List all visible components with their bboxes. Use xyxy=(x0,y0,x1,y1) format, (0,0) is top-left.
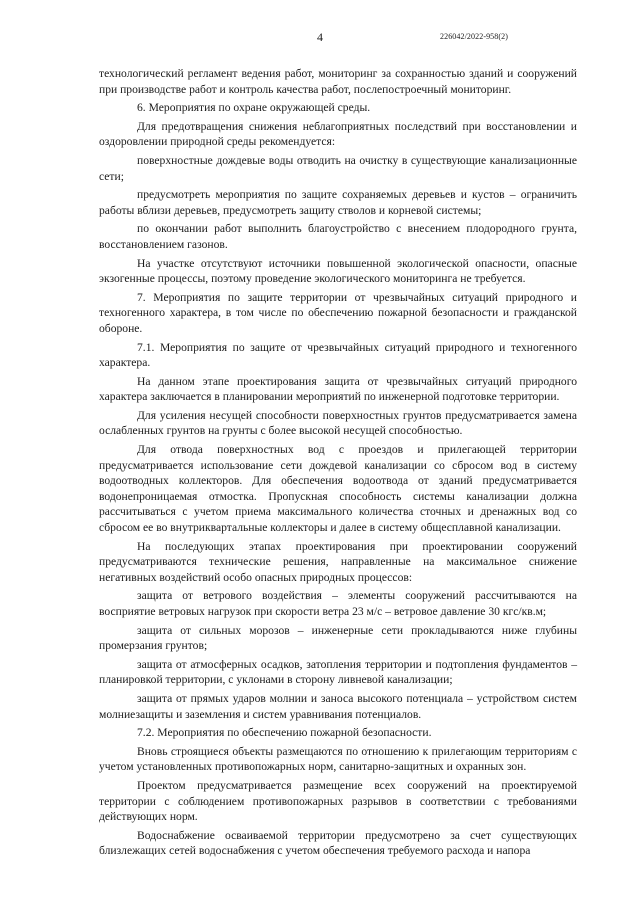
list-item-trees: предусмотреть мероприятия по защите сохраняемых деревьев и кустов – ограничить работы вблизи деревьев, предусмотреть защиту стволов и корневой системы; xyxy=(99,188,577,217)
list-item-landscaping: по окончании работ выполнить благоустройство с внесением плодородного грунта, восстановлением газонов. xyxy=(99,222,577,251)
document-reference: 226042/2022-958(2) xyxy=(440,32,509,41)
section-7-heading: 7. Мероприятия по защите территории от чрезвычайных ситуаций природного и техногенного характера, в том числе по обеспечению пожарной безопасности и гражданской обороне. xyxy=(99,290,577,335)
paragraph-water-supply: Водоснабжение осваиваемой территории предусмотрено за счет существующих близлежащих сетей водоснабжения с учетом обеспечения требуемого расхода и напора xyxy=(99,828,577,858)
paragraph-fire-gaps: Проектом предусматривается размещение всех сооружений на проектируемой территории с соблюдением противопожарных разрывов в соответствии с требованиями действующих норм. xyxy=(99,778,577,824)
paragraph-1: технологический регламент ведения работ, мониторинг за сохранностью зданий и сооружений при производстве работ и контроль качества работ, послепостроечный мониторинг. xyxy=(99,67,577,96)
list-item-wind: защита от ветрового воздействия – элементы сооружений рассчитываются на восприятие ветровых нагрузок при скорости ветра 23 м/с – ветровое давление 30 кгс/кв.м; xyxy=(99,589,577,618)
section-7-1-heading: 7.1. Мероприятия по защите от чрезвычайных ситуаций природного и техногенного характера. xyxy=(99,340,577,370)
paragraph-natural-protection: На данном этапе проектирования защита от чрезвычайных ситуаций природного характера заключается в планировании мероприятий по инженерной подготовке территории. xyxy=(99,374,577,404)
list-item-frost: защита от сильных морозов – инженерные сети прокладываются ниже глубины промерзания грунтов; xyxy=(99,623,577,653)
paragraph-soil: Для усиления несущей способности поверхностных грунтов предусматривается замена ослабленных грунтов на грунты с более высокой несущей способностью. xyxy=(99,408,577,438)
list-item-lightning: защита от прямых ударов молнии и заноса высокого потенциала – устройством систем молниезащиты и заземления и систем уравнивания потенциалов. xyxy=(99,691,577,721)
list-item-precipitation: защита от атмосферных осадков, затопления территории и подтопления фундаментов – планировкой территории, с уклонами в сторону ливневой канализации; xyxy=(99,657,577,687)
paragraph-drainage: Для отвода поверхностных вод с проездов и прилегающей территории предусматривается использование сети дождевой канализации со сбросом вод в систему водоотводных коллекторов. Для обеспечения водоотвода от зданий предусматривается водонепроницаемая отмостка. Пропускная способность системы канализации должна рассчитываться с учетом приема максимального количества сточных и дренажных вод со сбросом ее во внутриквартальные коллекторы и далее в систему общесплавной канализации. xyxy=(99,443,577,535)
paragraph-3: Для предотвращения снижения неблагоприятных последствий при восстановлении и оздоровлении природной среды рекомендуется: xyxy=(99,119,577,149)
list-item-runoff: поверхностные дождевые воды отводить на очистку в существующие канализационные сети; xyxy=(99,153,577,183)
section-6-heading: 6. Мероприятия по охране окружающей среды. xyxy=(137,101,371,115)
paragraph-next-stages: На последующих этапах проектирования при проектировании сооружений предусматриваются технические решения, направленные на максимальное снижение негативных воздействий особо опасных природных процессов: xyxy=(99,539,577,584)
document-body xyxy=(99,66,577,862)
page-number: 4 xyxy=(317,30,323,44)
paragraph-placement: Вновь строящиеся объекты размещаются по отношению к прилегающим территориям с учетом установленных противопожарных норм, санитарно-защитных и охранных зон. xyxy=(99,744,577,774)
section-7-2-heading: 7.2. Мероприятия по обеспечению пожарной безопасности. xyxy=(137,726,432,740)
paragraph-monitoring: На участке отсутствуют источники повышенной экологической опасности, опасные экзогенные процессы, поэтому проведение экологического мониторинга не требуется. xyxy=(99,256,577,286)
